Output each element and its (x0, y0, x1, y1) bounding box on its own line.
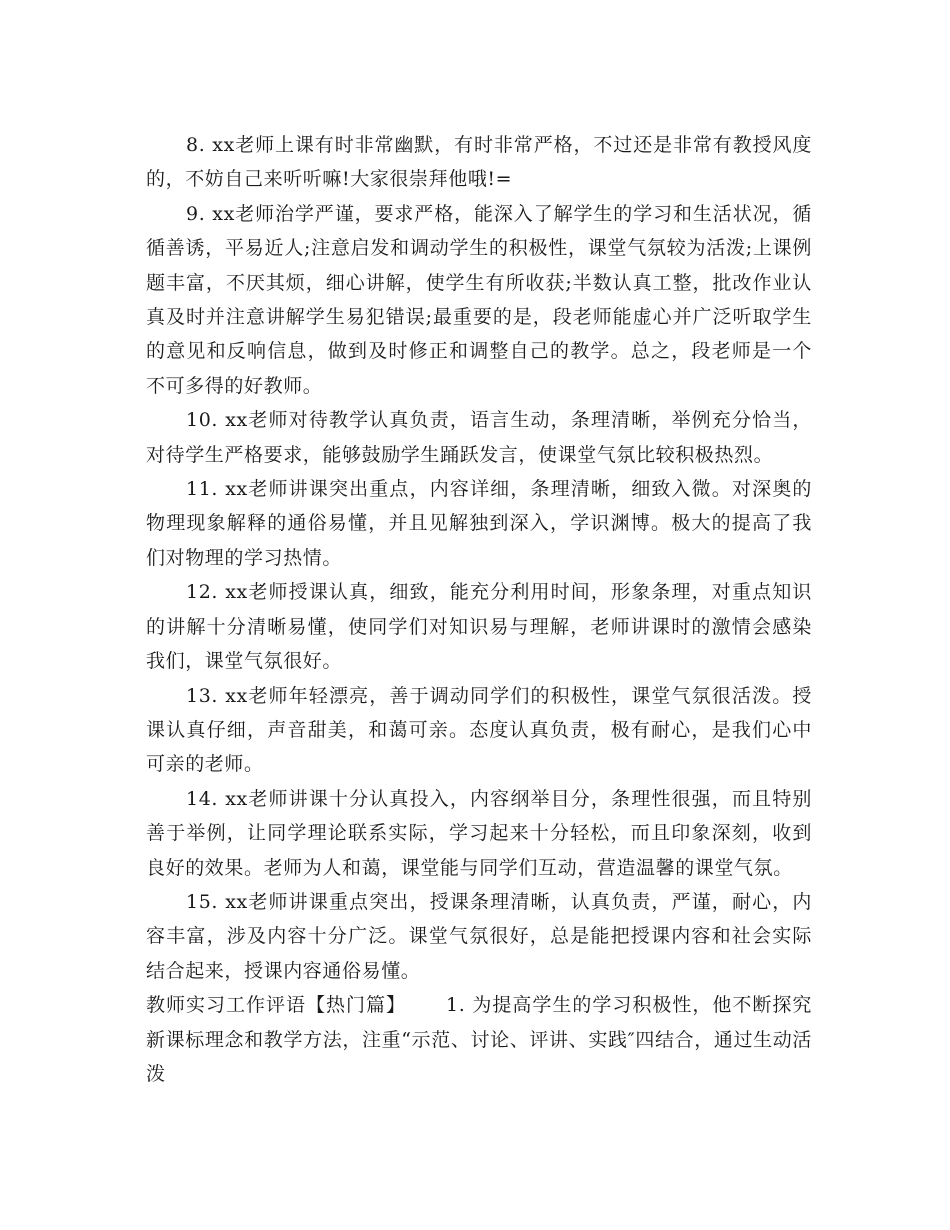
section-first-item: 1. 为提高学生的学习积极性，他不断探究新课标理念和教学方法，注重“示范、讨论、评讲、实践″四结合，通过生动活泼 (146, 994, 812, 1085)
section-heading: 教师实习工作评语【热门篇】 (146, 994, 407, 1017)
section-paragraph (146, 988, 812, 1091)
comment-paragraph-11: 11. xx老师讲课突出重点，内容详细，条理清晰，细致入微。对深奥的物理现象解释的通俗易懂，并且见解独到深入，学识渊博。极大的提高了我们对物理的学习热情。 (146, 478, 812, 569)
comment-paragraph-10: 10. xx老师对待教学认真负责，语言生动，条理清晰，举例充分恰当，对待学生严格要求，能够鼓励学生踊跃发言，使课堂气氛比较积极热烈。 (146, 409, 812, 466)
comment-paragraph-9: 9. xx老师治学严谨，要求严格，能深入了解学生的学习和生活状况，循循善诱，平易近人;注意启发和调动学生的积极性，课堂气氛较为活泼;上课例题丰富，不厌其烦，细心讲解，使学生有所收获;半数认真工整，批改作业认真及时并注意讲解学生易犯错误;最重要的是，段老师能虚心并广泛听取学生的意见和反响信息，做到及时修正和调整自己的教学。总之，段老师是一个不可多得的好教师。 (146, 202, 812, 397)
comment-paragraph-15: 15. xx老师讲课重点突出，授课条理清晰，认真负责，严谨，耐心，内容丰富，涉及内容十分广泛。课堂气氛很好，总是能把授课内容和社会实际结合起来，授课内容通俗易懂。 (146, 890, 812, 982)
comment-paragraph-8: 8. xx老师上课有时非常幽默，有时非常严格，不过还是非常有教授风度的，不妨自己来听听嘛!大家很崇拜他哦!= (146, 134, 812, 191)
comment-paragraph-13: 13. xx老师年轻漂亮，善于调动同学们的积极性，课堂气氛很活泼。授课认真仔细，声音甜美，和蔼可亲。态度认真负责，极有耐心，是我们心中可亲的老师。 (146, 684, 812, 776)
comment-paragraph-12: 12. xx老师授课认真，细致，能充分利用时间，形象条理，对重点知识的讲解十分清晰易懂，使同学们对知识易与理解，老师讲课时的激情会感染我们，课堂气氛很好。 (146, 581, 812, 673)
comment-paragraph-14: 14. xx老师讲课十分认真投入，内容纲举目分，条理性很强，而且特别善于举例，让同学理论联系实际，学习起来十分轻松，而且印象深刻，收到良好的效果。老师为人和蔼，课堂能与同学们互动，营造温馨的课堂气氛。 (146, 787, 812, 879)
document-body (146, 128, 812, 1091)
